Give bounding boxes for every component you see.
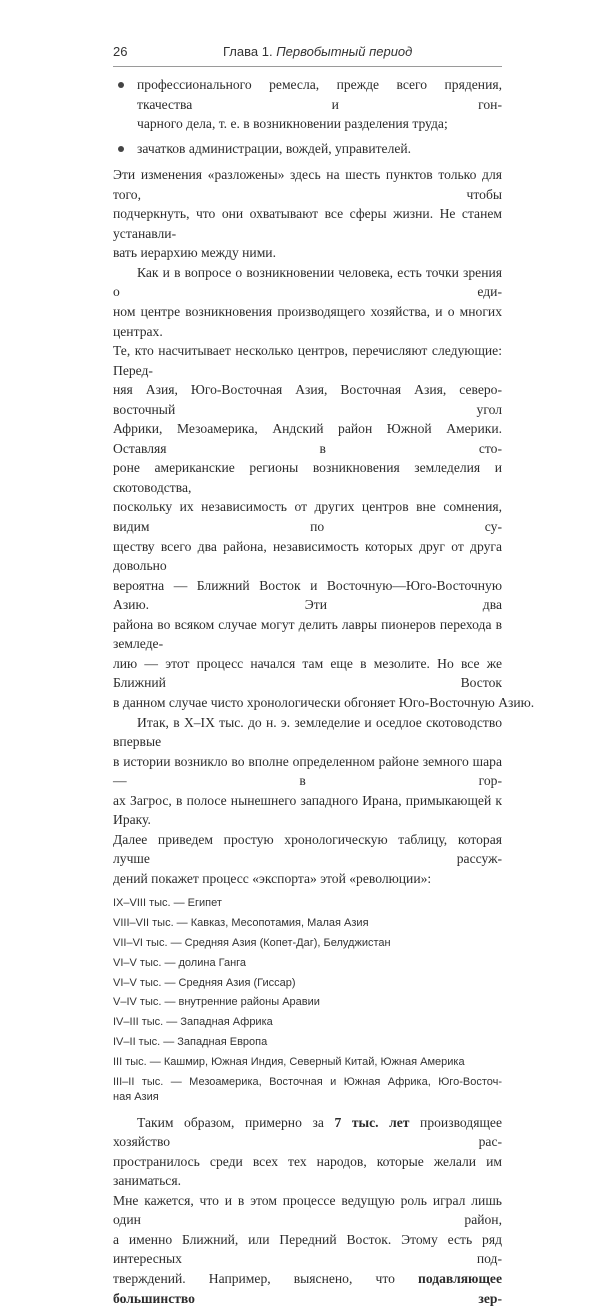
text-line: вероятна — Ближний Восток и Восточную—Юго-Восточную Азию. Эти два <box>113 577 502 613</box>
text-line: няя Азия, Юго-Восточная Азия, Восточная Азия, северо-восточный угол <box>113 382 502 417</box>
running-header <box>113 42 502 64</box>
paragraph <box>113 1113 502 1308</box>
text-line: подчеркнуть, что они охватывают все сферы жизни. Не станем устанавли- <box>113 206 502 241</box>
text-line: пространилось среди всех тех народов, которые желали им заниматься. <box>113 1153 502 1189</box>
text-line: чарного дела, т. е. в возникновении разделения труда; <box>137 116 448 132</box>
text-line: профессионального ремесла, прежде всего прядения, ткачества и гон- <box>137 77 502 112</box>
text-line: в данном случае чисто хронологически обгоняет Юго-Восточную Азию. <box>113 694 535 710</box>
page-body <box>113 75 535 1308</box>
text-line: ах Загрос, в полосе нынешнего западного Ирана, примыкающей к Ираку. <box>113 792 502 828</box>
paragraph <box>113 165 502 263</box>
page-number: 26 <box>113 44 128 59</box>
bold-phrase: 7 тыс. лет <box>334 1114 410 1130</box>
chapter-title: Первобытный период <box>276 44 413 59</box>
chronology-row: IV–II тыс. — Западная Европа <box>113 1036 268 1048</box>
chronology-row: VI–V тыс. — долина Ганга <box>113 956 247 969</box>
text-line: Мне кажется, что и в этом процессе ведущую роль играл лишь один район, <box>113 1192 502 1228</box>
chronology-table <box>113 896 502 1104</box>
bullet-dot-icon <box>118 146 124 152</box>
text-line: Таким образом, примерно за 7 тыс. лет производящее хозяйство рас- <box>113 1114 502 1150</box>
bullet-item <box>113 75 502 134</box>
text-line: Далее приведем простую хронологическую таблицу, которая лучше рассуж- <box>113 831 502 867</box>
chronology-row: V–IV тыс. — внутренние районы Аравии <box>113 996 320 1009</box>
text-line: Как и в вопросе о возникновении человека, есть точки зрения о еди- <box>113 264 502 300</box>
text-line: лию — этот процесс начался там еще в мезолите. Но все же Ближний Восток <box>113 655 502 691</box>
paragraph <box>113 263 535 713</box>
text-line: вать иерархию между ними. <box>113 245 276 261</box>
bullet-dot-icon <box>118 82 124 88</box>
chronology-row: VII–VI тыс. — Средняя Азия (Копет-Даг), Белуджистан <box>113 937 391 950</box>
text-line: Итак, в X–IX тыс. до н. э. земледелие и оседлое скотоводство впервые <box>113 714 502 750</box>
chronology-row: VI–V тыс. — Средняя Азия (Гиссар) <box>113 976 296 989</box>
text-line: а именно Ближний, или Передний Восток. Этому есть ряд интересных под- <box>113 1231 502 1267</box>
text-line: Африки, Мезоамерика, Андский район Южной Америки. Оставляя в сто- <box>113 421 502 456</box>
chronology-row: III–II тыс. — Мезоамерика, Восточная и Южная Африка, Юго-Восточ- <box>113 1075 502 1088</box>
text-line: тверждений. Например, выяснено, что подавляющее большинство зер- <box>113 1270 502 1306</box>
text-line: дений покажет процесс «экспорта» этой «революции»: <box>113 870 432 886</box>
header-rule <box>113 66 502 67</box>
chapter-heading <box>223 44 412 59</box>
text-line: в истории возникло во вполне определенном районе земного шара — в гор- <box>113 753 502 789</box>
chapter-label: Глава 1. <box>223 44 273 59</box>
text-line: Эти изменения «разложены» здесь на шесть пунктов только для того, чтобы <box>113 167 502 202</box>
text-line: ном центре возникновения производящего хозяйства, и о многих центрах. <box>113 304 502 339</box>
chronology-row: IV–III тыс. — Западная Африка <box>113 1016 273 1029</box>
chronology-row: III тыс. — Кашмир, Южная Индия, Северный Китай, Южная Америка <box>113 1055 465 1068</box>
bullet-item <box>113 139 502 159</box>
chronology-row: VIII–VII тыс. — Кавказ, Месопотамия, Малая Азия <box>113 917 369 930</box>
chronology-row: ная Азия <box>113 1090 159 1103</box>
text-line: ществу всего два района, независимость которых друг от друга довольно <box>113 538 502 574</box>
chronology-row: IX–VIII тыс. — Египет <box>113 897 222 910</box>
text-line: района во всяком случае могут делить лавры пионеров перехода в земледе- <box>113 616 502 652</box>
text-line: зачатков администрации, вождей, управителей. <box>137 140 412 156</box>
paragraph <box>113 713 502 889</box>
text-line: поскольку их независимость от других центров вне сомнения, видим по су- <box>113 499 502 535</box>
text-line: Те, кто насчитывает несколько центров, перечисляют следующие: Перед- <box>113 343 502 378</box>
text-line: роне американские регионы возникновения земледелия и скотоводства, <box>113 460 502 495</box>
bold-phrase: подавляющее большинство зер- <box>113 1270 502 1306</box>
